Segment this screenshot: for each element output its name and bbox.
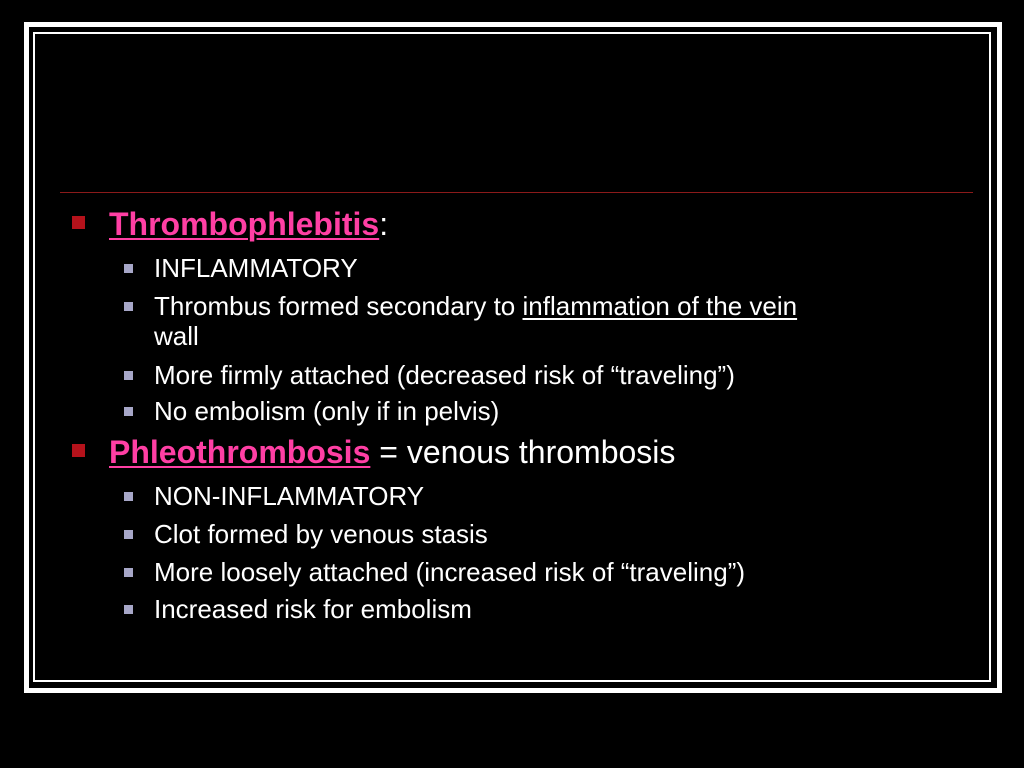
sub-square-bullet-icon xyxy=(124,407,133,416)
sub-square-bullet-icon xyxy=(124,605,133,614)
term-phleothrombosis: Phleothrombosis xyxy=(109,434,371,470)
sub-bullet-text: More firmly attached (decreased risk of “traveling”) xyxy=(154,360,735,390)
sub-bullet-text xyxy=(154,291,797,351)
sub-bullet-text: No embolism (only if in pelvis) xyxy=(154,396,500,426)
sub-bullet-item xyxy=(124,253,358,283)
sub-bullet-text-part: Thrombus formed secondary to xyxy=(154,291,523,321)
sub-bullet-item xyxy=(124,360,735,390)
sub-bullet-item xyxy=(124,481,424,511)
bullet-phleothrombosis xyxy=(72,434,675,471)
sub-bullet-text: Clot formed by venous stasis xyxy=(154,519,488,549)
term-suffix: : xyxy=(379,206,389,242)
sub-bullet-text: NON-INFLAMMATORY xyxy=(154,481,425,511)
bullet-thrombophlebitis xyxy=(72,206,388,243)
sub-square-bullet-icon xyxy=(124,302,133,311)
sub-bullet-text-continuation: wall xyxy=(154,321,199,351)
sub-bullet-text: More loosely attached (increased risk of “traveling”) xyxy=(154,557,746,587)
sub-bullet-item xyxy=(124,396,499,426)
sub-bullet-item xyxy=(124,291,797,351)
sub-square-bullet-icon xyxy=(124,371,133,380)
sub-bullet-text: INFLAMMATORY xyxy=(154,253,358,283)
square-bullet-icon xyxy=(72,444,85,457)
sub-square-bullet-icon xyxy=(124,264,133,273)
sub-bullet-item xyxy=(124,594,472,624)
sub-bullet-text: Increased risk for embolism xyxy=(154,594,472,624)
sub-square-bullet-icon xyxy=(124,530,133,539)
term-thrombophlebitis: Thrombophlebitis xyxy=(109,206,380,242)
sub-square-bullet-icon xyxy=(124,568,133,577)
square-bullet-icon xyxy=(72,216,85,229)
underlined-phrase: inflammation of the vein xyxy=(522,291,798,321)
sub-bullet-item xyxy=(124,519,488,549)
sub-square-bullet-icon xyxy=(124,492,133,501)
term-suffix: = venous thrombosis xyxy=(370,434,676,470)
sub-bullet-item xyxy=(124,557,745,587)
